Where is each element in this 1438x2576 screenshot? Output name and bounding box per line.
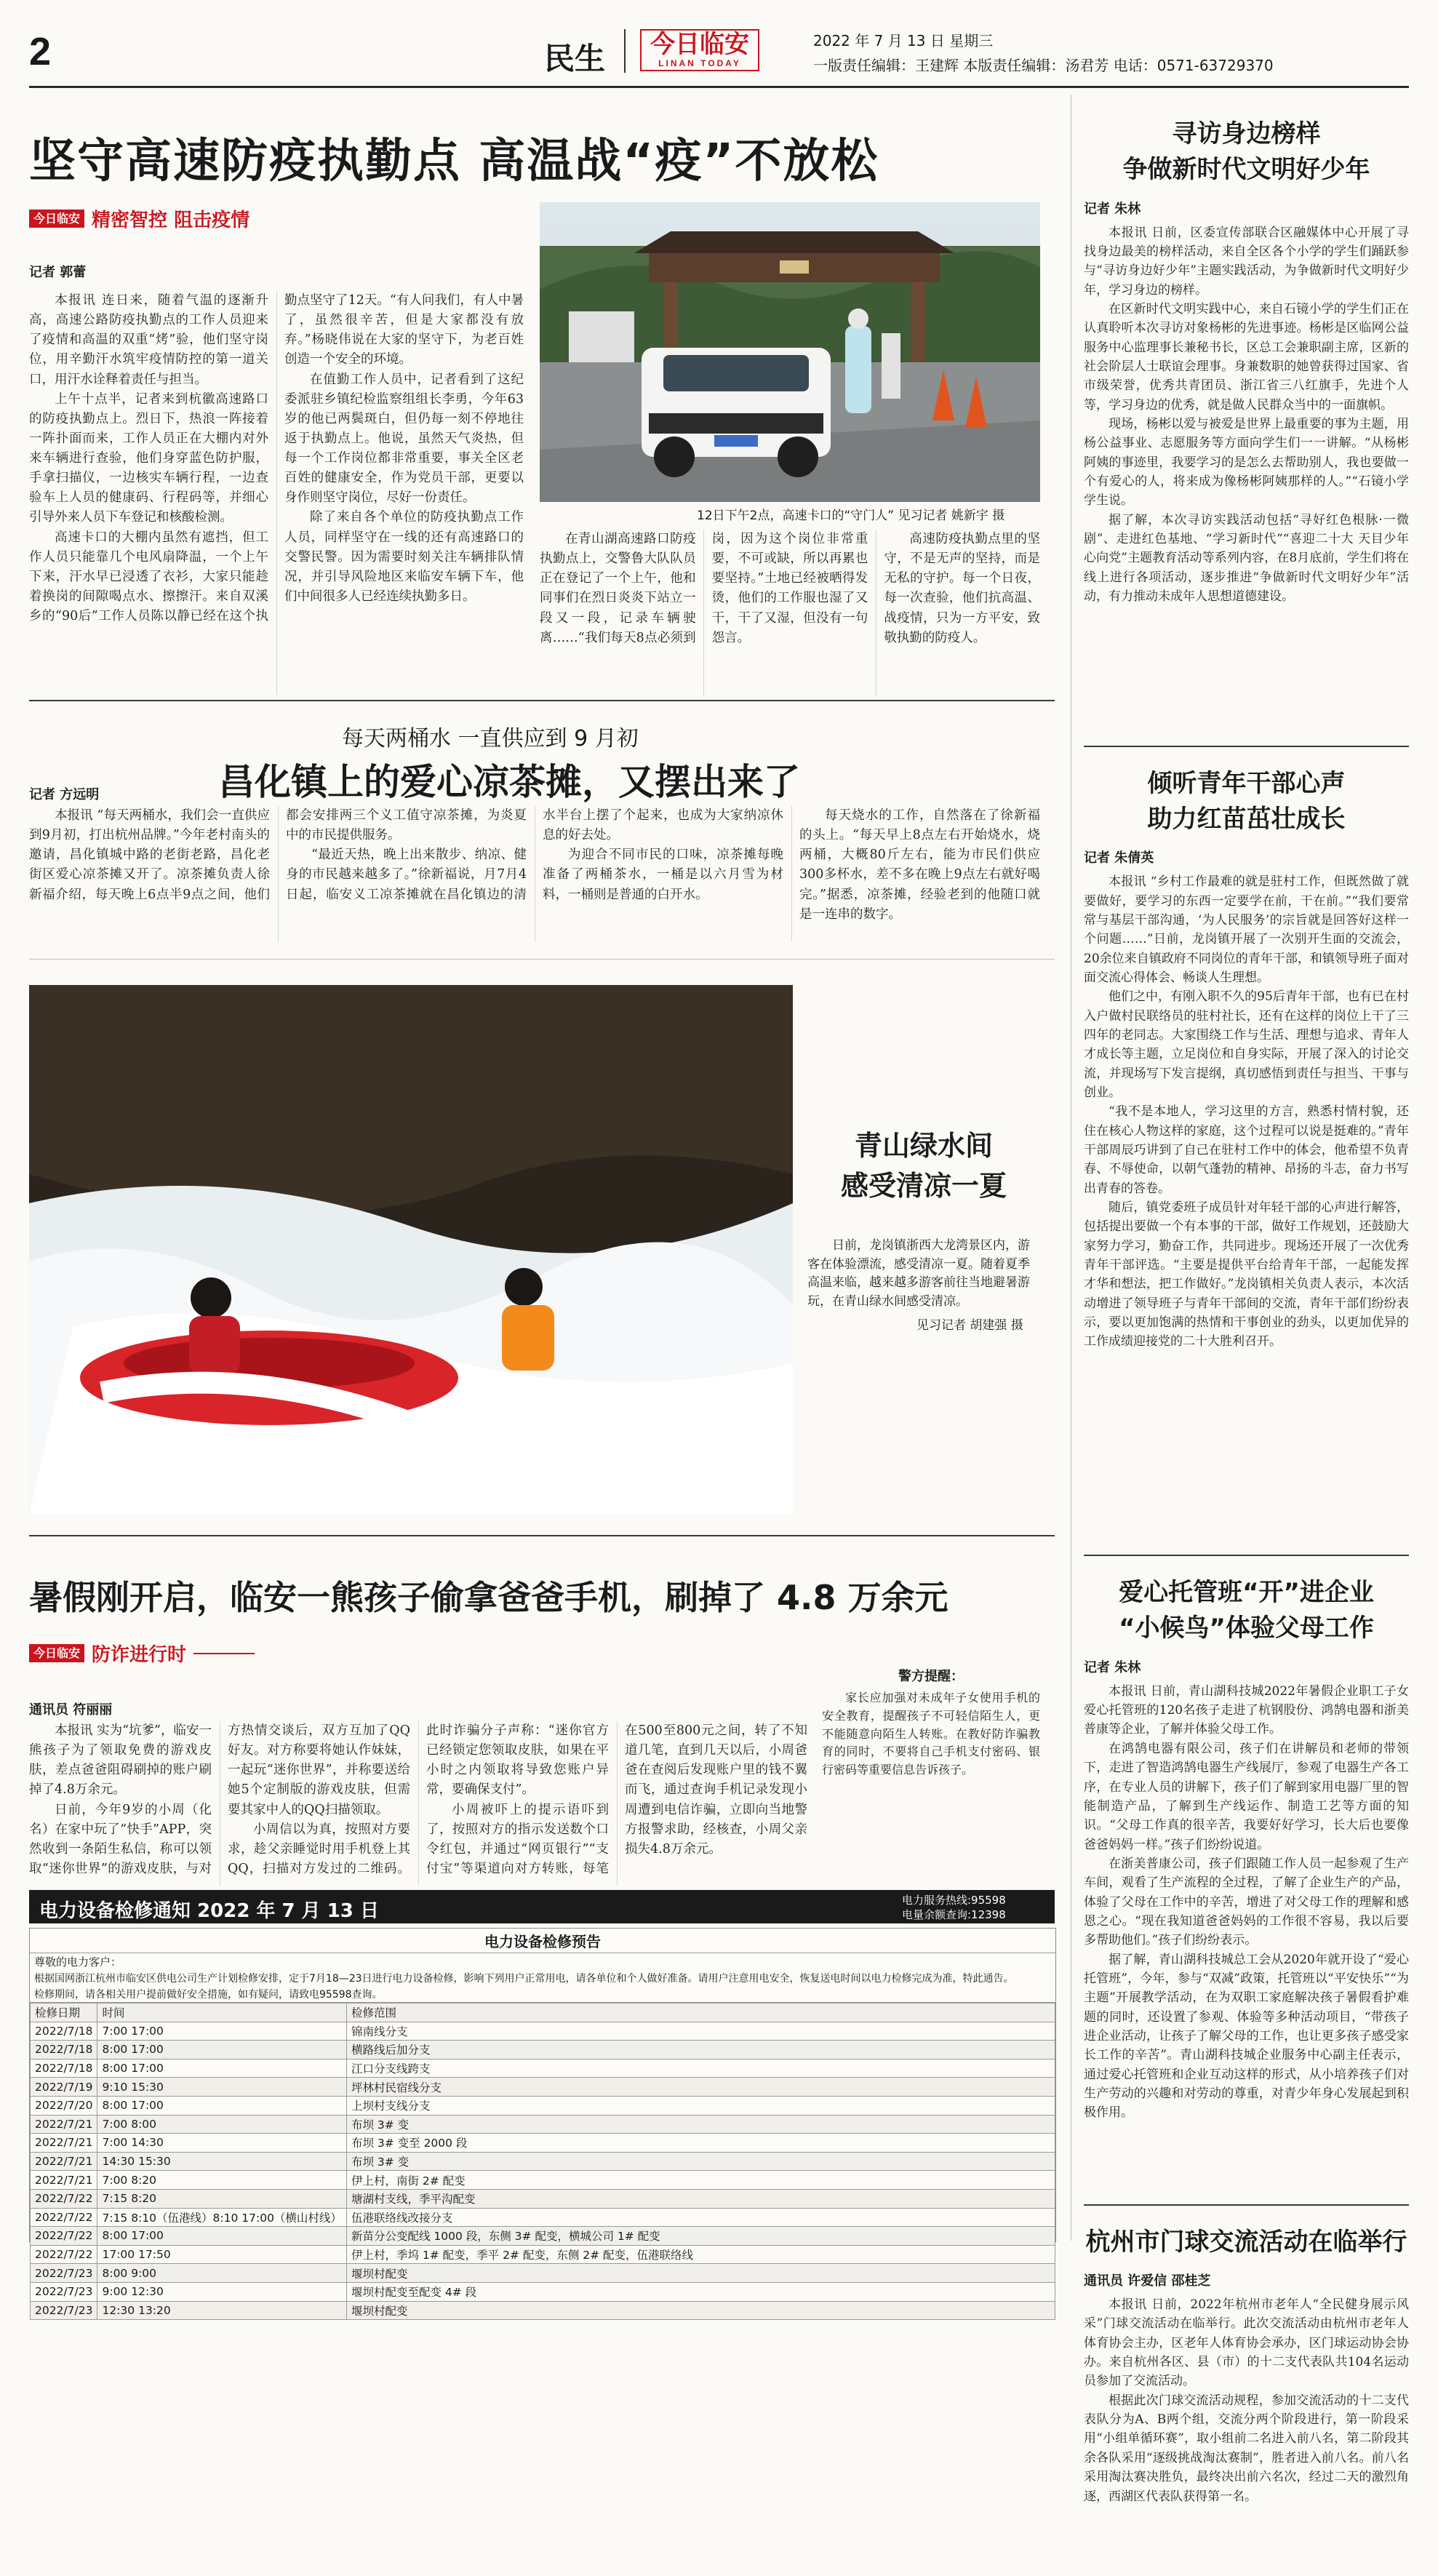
table-header-row <box>31 2003 1055 2022</box>
table-row <box>31 2115 1055 2134</box>
sidebar-headline-line: 争做新时代文明好少年 <box>1122 155 1370 185</box>
cell-time: 7:15 8:20 <box>97 2189 346 2208</box>
sidebar-headline-line: “小候鸟”体验父母工作 <box>1119 1614 1374 1643</box>
logo-cn: 今日临安 <box>650 30 749 59</box>
tea-kicker: 每天两桶水 一直供应到 9 月初 <box>342 726 639 751</box>
cell-date: 2022/7/18 <box>31 2041 97 2059</box>
table-row <box>31 2208 1055 2227</box>
sidebar-body <box>1084 1682 1409 2191</box>
fraud-paragraph: 日前，今年9岁的小周（化名）在家中玩了“快手”APP，突然收到一条陌生私信，称可以领取“迷你世界”的游戏皮肤，与对方热情交谈后，双方互加了QQ好友。对方称要将她认作妹妹，一起玩“迷你世界”，并称要送给她5个定制版的游戏皮肤，但需要其家中人的QQ扫描领取。 <box>29 1723 410 1876</box>
cell-scope: 堰坝村配变 <box>346 2301 1055 2320</box>
notice-box <box>29 1928 1056 2318</box>
sidebar-article <box>1084 116 1409 747</box>
rafting-title <box>807 1126 1040 1206</box>
fraud-body <box>29 1721 807 1886</box>
sidebar-byline: 记者 朱林 <box>1084 1659 1141 1675</box>
lead-paragraph: 上午十点半，记者来到杭徽高速路口的防疫执勤点上。烈日下，热浪一阵接着一阵扑面而来，工作人员正在大棚内对外来车辆进行查验，他们身穿蓝色防护服，手拿扫描仪，一边核实车辆行程，一边查验车上人员的健康码、行程码等，并细心引导外来人员下车登记和核酸检测。 <box>29 391 268 525</box>
cell-scope: 堰坝村配变 <box>346 2264 1055 2283</box>
tea-paragraph: 每天烧水的工作，自然落在了徐新福的头上。“每天早上8点左右开始烧水，烧两桶，大概80斤左右，能为市民们供应300多杯水，差不多在晚上9点左右就好喝完。”据悉，凉茶摊，经验老到的他随口就是一连串的数字。 <box>799 808 1040 922</box>
tag-text: 精密智控 阻击疫情 <box>92 210 250 231</box>
cell-date: 2022/7/23 <box>31 2301 97 2320</box>
cell-scope: 布坝 3# 变 <box>346 2152 1055 2171</box>
newspaper-logo <box>640 29 759 71</box>
cell-date: 2022/7/22 <box>31 2189 97 2208</box>
tea-body <box>29 806 1040 941</box>
cell-date: 2022/7/22 <box>31 2227 97 2246</box>
notice-bar <box>29 1890 1055 1923</box>
tag-logo: 今日临安 <box>29 1644 84 1663</box>
fraud-paragraph: 小周被吓上的提示语吓到了，按照对方的指示发送数个口令红包，并通过“网页银行”“支付宝”等渠道向对方转账，每笔在500至800元之间，转了不知道几笔，直到几天以后，小周爸爸在查阅后发现账户里的钱不翼而飞，通过查询手机记录发现小周遭到电信诈骗，立即向当地警方报警求助，经核查，小周父亲损失4.8万余元。 <box>426 1723 807 1876</box>
lead-paragraph: 本报讯 连日来，随着气温的逐渐升高，高速公路防疫执勤点的工作人员迎来了疫情和高温的双重“烤”验，他们坚守岗位，用辛勤汗水筑牢疫情防控的第一道关口，用汗水诠释着责任与担当。 <box>29 293 268 387</box>
sidebar-headline-line: 杭州市门球交流活动在临举行 <box>1085 2227 1407 2257</box>
cell-date: 2022/7/23 <box>31 2264 97 2283</box>
table-row <box>31 2282 1055 2301</box>
tea-paragraph: “最近天热，晚上出来散步、纳凉、健身的市民越来越多了。”徐新福说，月7月4日起，临安义工凉茶摊就在昌化镇边的清水半台上摆了个起来，也成为大家纳凉休息的好去处。 <box>286 808 783 902</box>
table-row <box>31 2152 1055 2171</box>
sidebar-paragraph: 本报讯 日前，2022年杭州市老年人“全民健身展示风采”门球交流活动在临举行。此次交流活动由杭州市老年人体育协会主办，区老年人体育协会承办，区门球运动协会协办。来自杭州各区、县（市）的十二支代表队共104名运动员参加了交流活动。 <box>1084 2297 1409 2389</box>
tea-headline: 昌化镇上的爱心凉茶摊，又摆出来了 <box>218 761 800 803</box>
cell-scope: 伊上村，季坞 1# 配变，季平 2# 配变，东侧 2# 配变，伍港联络线 <box>346 2245 1055 2264</box>
cell-date: 2022/7/22 <box>31 2208 97 2227</box>
table-row <box>31 2078 1055 2097</box>
cell-time: 7:00 8:20 <box>97 2171 346 2190</box>
tea-paragraph: 为迎合不同市民的口味，凉茶摊每晚准备了两桶茶水，一桶是以六月雪为材料，一桶则是普通的白开水。 <box>543 848 783 902</box>
sidebar-body <box>1084 872 1409 1542</box>
sidebar-byline: 记者 朱林 <box>1084 201 1141 217</box>
column-header: 检修日期 <box>31 2003 97 2022</box>
table-row <box>31 2245 1055 2264</box>
cell-date: 2022/7/19 <box>31 2078 97 2097</box>
photo-illustration <box>540 202 1040 502</box>
cell-scope: 伊上村，南街 2# 配变 <box>346 2171 1055 2190</box>
notice-bar-title: 电力设备检修通知 2022 年 7 月 13 日 <box>39 1900 379 1922</box>
tea-paragraph: 本报讯 “每天两桶水，我们会一直供应到9月初，打出杭州品牌。”今年老村南头的邀请，昌化镇城中路的老街老路，昌化老街区爱心凉茶摊又开了。凉茶摊负责人徐新福介绍，每天晚上6点半9点之间，他们都会安排两三个义工值守凉茶摊，为炎夏中的市民提供服务。 <box>29 808 527 902</box>
highway-checkpoint-photo <box>540 202 1040 502</box>
tea-byline: 记者 方远明 <box>29 787 100 802</box>
sidebar-paragraph: 在浙美普康公司，孩子们跟随工作人员一起参观了生产车间，观看了生产流程的全过程，了解了企业生产的产品，体验了父母在工作中的辛苦，增进了对父母工作的理解和感恩之心。“现在我知道爸爸妈妈的工作很不容易，我以后要多帮助他们。”孩子们纷纷表示。 <box>1084 1856 1409 1948</box>
cell-scope: 横路线后加分支 <box>346 2041 1055 2059</box>
cell-scope: 锦南线分支 <box>346 2022 1055 2041</box>
hotline-2: 电量余额查询:12398 <box>902 1908 1006 1921</box>
table-row <box>31 2041 1055 2059</box>
page-number: 2 <box>29 30 52 73</box>
sidebar-headline-line: 寻访身边榜样 <box>1172 119 1321 148</box>
cell-scope: 布坝 3# 变至 2000 段 <box>346 2134 1055 2153</box>
cell-scope: 堰坝村配变至配变 4# 段 <box>346 2282 1055 2301</box>
table-row <box>31 2264 1055 2283</box>
notice-intro-2: 根据国网浙江杭州市临安区供电公司生产计划检修安排，定于7月18—23日进行电力设备检修，影响下列用户正常用电，请各单位和个人做好准备。请用户注意用电安全，恢复送电时间以电力检修完成为准，特此通告。 <box>34 1973 1014 1985</box>
sidebar-body <box>1084 2295 1409 2557</box>
notice-table-title: 电力设备检修预告 <box>30 1929 1055 1953</box>
rafting-caption: 日前，龙岗镇浙西大龙湾景区内，游客在体验漂流，感受清凉一夏。随着夏季高温来临，越来越多游客前往当地避暑游玩，在青山绿水间感受清凉。 <box>807 1238 1030 1309</box>
cell-time: 7:00 14:30 <box>97 2134 346 2153</box>
sidebar-paragraph: 据了解，本次寻访实践活动包括“寻好红色根脉·一微剧”、走进红色基地、“学习新时代”“喜迎二十大 天目少年心向党”主题教育活动等系列内容，在8月底前，学生们将在线上进行各项活动，逐步推进“争做新时代文明好少年”活动，有力推动未成年人思想道德建设。 <box>1084 512 1409 605</box>
sidebar-paragraph: 本报讯 日前，区委宣传部联合区融媒体中心开展了寻找身边最美的榜样活动，来自全区各个小学的学生们踊跃参与“寻访身边好少年”主题实践活动，为争做新时代文明好少年，学习身边的榜样。 <box>1084 225 1409 298</box>
cell-time: 12:30 13:20 <box>97 2301 346 2320</box>
table-row <box>31 2301 1055 2320</box>
sidebar-article <box>1084 2225 1409 2557</box>
lead-byline: 记者 郭蕾 <box>29 265 87 280</box>
fraud-paragraph: 本报讯 实为“坑爹”，临安一熊孩子为了领取免费的游戏皮肤，差点爸爸阻碍刷掉的账户刷掉了4.8万余元。 <box>29 1723 212 1798</box>
fraud-paragraph: 小周信以为真，按照对方要求，趁父亲睡觉时用手机登上其QQ，扫描对方发过的二维码。此时诈骗分子声称：“迷你官方已经锁定您领取皮肤，如果在平小时之内领取将导致您账户异常，要确保支付”。 <box>228 1723 609 1876</box>
police-alert-title: 警方提醒： <box>898 1669 964 1684</box>
column-header: 检修范围 <box>346 2003 1055 2022</box>
sidebar-paragraph: 本报讯 日前，青山湖科技城2022年暑假企业职工子女爱心托管班的120名孩子走进了杭钢股份、鸿鹄电器和浙美普康等企业，了解并体验父母工作。 <box>1084 1683 1409 1737</box>
cell-time: 17:00 17:50 <box>97 2245 346 2264</box>
sidebar-headline <box>1084 2225 1409 2260</box>
rafting-illustration <box>29 985 793 1515</box>
sidebar-paragraph: 根据此次门球交流活动规程，参加交流活动的十二支代表队分为A、B两个组，交流分两个阶段进行，第一阶段采用“小组单循环赛”，取小组前二名进入前八名，第二阶段其余各队采用“逐级挑战淘汰赛制”，胜者进入前八名。前八名采用淘汰赛决胜负，最终决出前六名次，经过二天的激烈角逐，西湖区代表队获得第一名。 <box>1084 2393 1409 2504</box>
police-alert-text: 家长应加强对未成年子女使用手机的安全教育，提醒孩子不可轻信陌生人，更不能随意向陌生人转账。在教好防诈骗教育的同时，不要将自己手机支付密码、银行密码等重要信息告诉孩子。 <box>822 1691 1040 1777</box>
cell-scope: 江口分支线跨支 <box>346 2059 1055 2078</box>
sidebar-headline <box>1084 766 1409 838</box>
tag-text: 防诈进行时 <box>92 1644 187 1666</box>
sidebar-article <box>1084 766 1409 1557</box>
notice-intro-1: 尊敬的电力客户： <box>34 1955 122 1969</box>
section-name: 民生 <box>544 41 606 76</box>
sidebar-paragraph: “我不是本地人，学习这里的方言，熟悉村情村貌，还住在核心人物这样的家庭，这个过程可以说是挺难的。”青年干部周辰巧讲到了自己在驻村工作中的体会，他希望不负青春、不辱使命，以朝气蓬勃的精神、昂扬的斗志，奋力书写出青春的答卷。 <box>1084 1104 1409 1196</box>
notice-intro-3: 检修期间，请各相关用户提前做好安全措施，如有疑问，请致电95598查询。 <box>30 1986 1055 2003</box>
table-row <box>31 2022 1055 2041</box>
cell-time: 8:00 17:00 <box>97 2059 346 2078</box>
rafting-title-line: 感受清凉一夏 <box>840 1170 1007 1203</box>
cell-date: 2022/7/18 <box>31 2059 97 2078</box>
cell-date: 2022/7/22 <box>31 2245 97 2264</box>
cell-time: 9:00 12:30 <box>97 2282 346 2301</box>
lead-body-continued <box>540 530 1040 695</box>
sidebar-article <box>1084 1575 1409 2206</box>
lead-paragraph: 除了来自各个单位的防疫执勤点工作人员，同样坚守在一线的还有高速路口的交警民警。因为需要时刻关注车辆排队情况，并引导风险地区来临安车辆下车，他们中间很多人已经连续执勤多日。 <box>284 510 524 604</box>
fraud-byline: 通讯员 符丽丽 <box>29 1702 113 1718</box>
sidebar-headline-line: 爱心托管班“开”进企业 <box>1119 1578 1374 1608</box>
cell-time: 9:10 15:30 <box>97 2078 346 2097</box>
sidebar-paragraph: 据了解，青山湖科技城总工会从2020年就开设了“爱心托管班”，今年，参与“双减”政策，托管班以“平安快乐”“为主题”开展教学活动，在为双职工家庭解决孩子暑假看护难题的同时，还设置了参观、体验等多种活动项目，“带孩子进企业活动，让孩子了解父母的工作，也让更多孩子感受家长工作的辛苦”。青山湖科技城企业服务中心副主任表示，通过爱心托管班和企业互动这样的形式，从小培养孩子们对生产劳动的兴趣和对劳动的尊重，对青少年身心发展起到积极作用。 <box>1084 1952 1409 2121</box>
sidebar-paragraph: 本报讯 “乡村工作最难的就是驻村工作，但既然做了就要做好，要学习的东西一定要学在前，干在前。”“我们要常常与基层干部沟通，‘为人民服务’的宗旨就是回答好这样一个问题……”日前，龙岗镇开展了一次别开生面的交流会，20余位来自镇政府不同岗位的青年干部，和镇领导班子面对面交流心得体会、畅谈人生理想。 <box>1084 874 1409 985</box>
hotline-1: 电力服务热线:95598 <box>902 1894 1006 1907</box>
lead-photo-caption: 12日下午2点，高速卡口的“守门人” 见习记者 姚新宇 摄 <box>697 509 1005 523</box>
sidebar-headline <box>1084 116 1409 188</box>
cell-date: 2022/7/21 <box>31 2152 97 2171</box>
cell-date: 2022/7/21 <box>31 2171 97 2190</box>
lead-body <box>29 291 524 695</box>
lead-paragraph: 在青山湖高速路口防疫执勤点上，交警鲁大队队员正在登记了一个上午，他和同事们在烈日炎炎下站立一段又一段，记录车辆驶离……“我们每天8点必须到岗，因为这个岗位非常重要，不可或缺，所以再累也要坚持。”土地已经被晒得发烫，他们的工作服也湿了又干，干了又湿，但没有一句怨言。 <box>540 532 868 645</box>
police-alert <box>822 1666 1040 1779</box>
cell-time: 7:00 17:00 <box>97 2022 346 2041</box>
lead-tag <box>29 205 255 232</box>
lead-headline: 坚守高速防疫执勤点 高温战“疫”不放松 <box>29 135 879 188</box>
sidebar-paragraph: 现场，杨彬以爱与被爱是世界上最重要的事为主题，用杨公益事业、志愿服务等方面向学生们一一讲解。“从杨彬阿姨的事迹里，我要学习的是怎么去帮助别人，我也要做一个有爱心的人，将来成为像杨彬阿姨那样的人。”“石镜小学学生说。 <box>1084 417 1409 509</box>
sidebar-byline: 记者 朱倩英 <box>1084 850 1154 866</box>
sidebar-paragraph: 在区新时代文明实践中心，来自石镜小学的学生们正在认真聆听本次寻访对象杨彬的先进事迹。杨彬是区临网公益服务中心监理事长兼秘书长，区总工会兼职副主席，区新的社会阶层人士联谊会理事。身兼数职的她曾获得过国家、省市级荣誉，优秀共青团员、浙江省三八红旗手，先进个人等，学习身边的优秀，就是做人民群众当中的一面旗帜。 <box>1084 301 1409 412</box>
lead-paragraph: 在值勤工作人员中，记者看到了这纪委派驻乡镇纪检监察组组长李勇，今年63岁的他已两鬓斑白，但仍每一刻不停地往返于执勤点上。他说，虽然天气炎热，但每一个工作岗位都非常重要，事关全区老百姓的健康安全，作为党员干部，更要以身作则坚守岗位，尽好一份责任。 <box>284 372 524 506</box>
sidebar-body <box>1084 223 1409 733</box>
sidebar-headline-line: 倾听青年干部心声 <box>1147 768 1346 798</box>
cell-date: 2022/7/21 <box>31 2134 97 2153</box>
table-row <box>31 2096 1055 2115</box>
cell-date: 2022/7/20 <box>31 2096 97 2115</box>
cell-time: 8:00 17:00 <box>97 2096 346 2115</box>
cell-time: 8:00 9:00 <box>97 2264 346 2283</box>
lead-paragraph: 高速防疫执勤点里的坚守，不是无声的坚持，而是无私的守护。每一个日夜，每一次查验，他们抗高温、战疫情，只为一方平安，致敬执勤的防疫人。 <box>884 532 1040 645</box>
sidebar-paragraph: 他们之中，有刚入职不久的95后青年干部，也有已在村入户做村民联络员的驻村社长，还有在这样的岗位上干了三四年的老同志。大家围绕工作与生活、理想与追求、青年人才成长等主题，立足岗位和自身实际，开展了深入的讨论交流，并现场写下发言提纲，真切感悟到责任与担当、干事与创业。 <box>1084 989 1409 1100</box>
cell-scope: 坪林村民宿线分支 <box>346 2078 1055 2097</box>
cell-scope: 伍港联络线改接分支 <box>346 2208 1055 2227</box>
rafting-photo <box>29 985 793 1515</box>
table-row <box>31 2171 1055 2190</box>
cell-scope: 布坝 3# 变 <box>346 2115 1055 2134</box>
cell-scope: 塘湖村支线，季平沟配变 <box>346 2189 1055 2208</box>
column-header: 时间 <box>97 2003 346 2022</box>
cell-time: 7:00 8:00 <box>97 2115 346 2134</box>
table-row <box>31 2134 1055 2153</box>
fraud-tag <box>29 1640 255 1667</box>
cell-date: 2022/7/23 <box>31 2282 97 2301</box>
cell-time: 14:30 15:30 <box>97 2152 346 2171</box>
cell-scope: 新苗分公变配线 1000 段，东侧 3# 配变，横城公司 1# 配变 <box>346 2227 1055 2246</box>
fraud-headline: 暑假刚开启，临安一熊孩子偷拿爸爸手机，刷掉了 4.8 万余元 <box>29 1578 948 1617</box>
cell-date: 2022/7/18 <box>31 2022 97 2041</box>
sidebar-paragraph: 随后，镇党委班子成员针对年轻干部的心声进行解答，包括提出要做一个有本事的干部，做好工作规划，还鼓励大家努力学习，勤奋工作，共同进步。现场还开展了一次优秀青年干部评选。“主要是提供平台给青年干部，一起能发挥才华和想法，把工作做好。”龙岗镇相关负责人表示，本次活动增进了领导班子与青年干部间的交流，青年干部们纷纷表示，要以更加饱满的热情和干事创业的劲头，以更加优异的工作成绩迎接党的二十大胜利召开。 <box>1084 1200 1409 1349</box>
cell-time: 8:00 17:00 <box>97 2227 346 2246</box>
sidebar-headline <box>1084 1575 1409 1647</box>
rafting-title-line: 青山绿水间 <box>854 1130 993 1162</box>
table-row <box>31 2059 1055 2078</box>
sidebar-headline-line: 助力红苗茁壮成长 <box>1147 804 1346 834</box>
sidebar <box>1084 116 1409 2576</box>
issue-date: 2022 年 7 月 13 日 星期三 <box>813 32 994 49</box>
cell-time: 7:15 8:10（伍港线）8:10 17:00（横山村线） <box>97 2208 346 2227</box>
cell-scope: 上坝村支线分支 <box>346 2096 1055 2115</box>
rafting-credit: 见习记者 胡建强 摄 <box>916 1318 1023 1333</box>
editors-line: 一版责任编辑：王建辉 本版责任编辑：汤君芳 电话：0571-63729370 <box>813 57 1274 74</box>
cell-time: 8:00 17:00 <box>97 2041 346 2059</box>
maintenance-table <box>30 2003 1055 2320</box>
logo-en: LINAN TODAY <box>658 57 741 68</box>
sidebar-byline: 通讯员 许爱信 邵桂芝 <box>1084 2273 1211 2289</box>
sidebar-paragraph: 在鸿鹄电器有限公司，孩子们在讲解员和老师的带领下，走进了智造鸿鹄电器生产线展厅，参观了电器生产各工序，在专业人员的讲解下，孩子们了解到家用电器厂里的智能制造产品，了解到生产线运作、制造工艺等方面的知识。“父母工作真的很辛苦，我要好好学习，长大后也要像爸爸妈妈一样。”孩子们纷纷说道。 <box>1084 1741 1409 1852</box>
table-row <box>31 2189 1055 2208</box>
table-row <box>31 2227 1055 2246</box>
cell-date: 2022/7/21 <box>31 2115 97 2134</box>
lead-paragraph: 高速卡口的大棚内虽然有遮挡，但工作人员只能靠几个电风扇降温，一个上午下来，汗水早已浸透了衣衫，大家只能趁着换岗的间隙喝点水、擦擦汗。来自双溪乡的“90后”工作人员陈以静已经在这个执勤点坚守了12天。“有人问我们，有人中暑了，虽然很辛苦，但是大家都没有放弃。”杨晓伟说在大家的坚守下，为老百姓创造一个安全的环境。 <box>29 293 524 623</box>
tag-logo: 今日临安 <box>29 210 84 228</box>
